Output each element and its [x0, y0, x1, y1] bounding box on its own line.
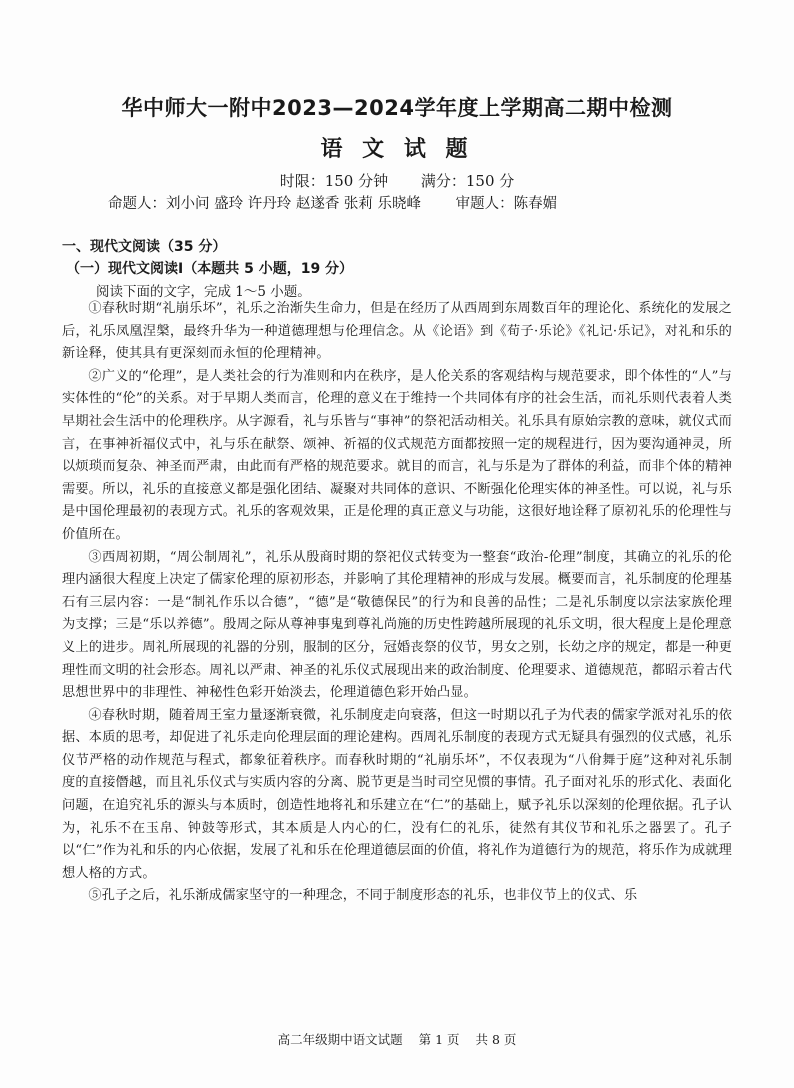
time-limit: 时限：150 分钟 [279, 172, 389, 190]
exam-subtitle: 语 文 试 题 [320, 137, 474, 162]
reading-passage [62, 298, 732, 908]
footer-page: 第 1 页 [418, 1032, 460, 1047]
full-score: 满分：150 分 [420, 172, 515, 190]
page-footer [0, 1030, 794, 1048]
paragraph-2: ②广义的“伦理”，是人类社会的行为准则和内在秩序，是人伦关系的客观结构与规范要求，即个体性的“人”与实体性的“伦”的关系。对于早期人类而言，伦理的意义在于维持一个共同体有序的社会生活，而礼乐则代表着人类早期社会生活中的伦理秩序。从字源看，礼与乐皆与“事神”的祭祀活动相关。礼乐具有原始宗教的意味，就仪式而言，在事神祈福仪式中，礼与乐在献祭、颂神、祈福的仪式规范方面都按照一定的规程进行，因为要沟通神灵，所以烦琐而复杂、神圣而严肃，由此而有严格的规范要求。就目的而言，礼与乐是为了群体的利益，而非个体的精神需要。所以，礼乐的直接意义都是强化团结、凝聚对共同体的意识、不断强化伦理实体的神圣性。可以说，礼与乐是中国伦理最初的表现方式。礼乐的客观效果，正是伦理的真正意义与功能，这很好地诠释了原初礼乐的伦理性与价值所在。 [62, 368, 732, 542]
paragraph-1: ①春秋时期“礼崩乐坏”，礼乐之治渐失生命力，但是在经历了从西周到东周数百年的理论化、系统化的发展之后，礼乐凤凰涅槃，最终升华为一种道德理想与伦理信念。从《论语》到《荀子·乐论》《礼记·乐记》，对礼和乐的新诠释，使其具有更深刻而永恒的伦理精神。 [62, 301, 732, 362]
paragraph-3: ③西周初期，“周公制周礼”，礼乐从殷商时期的祭祀仪式转变为一整套“政治-伦理”制度，其确立的礼乐的伦理内涵很大程度上决定了儒家伦理的原初形态，并影响了其伦理精神的形成与发展。概要而言，礼乐制度的伦理基石有三层内容：一是“制礼作乐以合德”，“德”是“敬德保民”的行为和良善的品性；二是礼乐制度以宗法家族伦理为支撑；三是“乐以养德”。殷周之际从尊神事鬼到尊礼尚施的历史性跨越所展现的礼乐文明，很大程度上是伦理意义上的进步。周礼所展现的礼器的分别，服制的区分，冠婚丧祭的仪节，男女之别，长幼之序的规定，都是一种更理性而文明的社会形态。周礼以严肃、神圣的礼乐仪式展现出来的政治制度、伦理要求、道德规范，都昭示着古代思想世界中的非理性、神秘性色彩开始淡去，伦理道德色彩开始凸显。 [62, 549, 732, 701]
paragraph-4: ④春秋时期，随着周王室力量逐渐衰微，礼乐制度走向衰落，但这一时期以孔子为代表的儒家学派对礼乐的依据、本质的思考，却促进了礼乐走向伦理层面的理论建构。西周礼乐制度的表现方式无疑具有强烈的仪式感，礼乐仪节严格的动作规范与程式，都象征着秩序。而春秋时期的“礼崩乐坏”，不仅表现为“八佾舞于庭”这种对礼乐制度的直接僭越，而且礼乐仪式与实质内容的分离、脱节更是当时司空见惯的事情。孔子面对礼乐的形式化、表面化问题，在追究礼乐的源头与本质时，创造性地将礼和乐建立在“仁”的基础上，赋予礼乐以深刻的伦理依据。孔子认为，礼乐不在玉帛、钟鼓等形式，其本质是人内心的仁，没有仁的礼乐，徒然有其仪节和礼乐之器罢了。孔子以“仁”作为礼和乐的内心依据，发展了礼和乐在伦理道德层面的价值，将礼作为道德行为的规范，将乐作为成就理想人格的方式。 [62, 707, 732, 881]
footer-course: 高二年级期中语文试题 [277, 1032, 403, 1047]
paragraph-5: ⑤孔子之后，礼乐渐成儒家坚守的一种理念，不同于制度形态的礼乐，也非仪节上的仪式、乐 [88, 888, 638, 904]
section-heading: 一、现代文阅读（35 分） [62, 239, 227, 255]
exam-meta [0, 170, 794, 191]
reading-instruction: 阅读下面的文字，完成 1～5 小题。 [96, 284, 311, 300]
footer-total: 共 8 页 [475, 1032, 517, 1047]
exam-title: 华中师大一附中2023—2024学年度上学期高二期中检测 [121, 96, 673, 120]
subsection-heading: （一）现代文阅读Ⅰ（本题共 5 小题，19 分） [66, 261, 354, 277]
authors-line [108, 192, 728, 213]
reviewer: 审题人：陈春媚 [455, 196, 558, 212]
authors: 命题人：刘小问 盛玲 许丹玲 赵遂香 张莉 乐晓峰 [108, 196, 422, 212]
